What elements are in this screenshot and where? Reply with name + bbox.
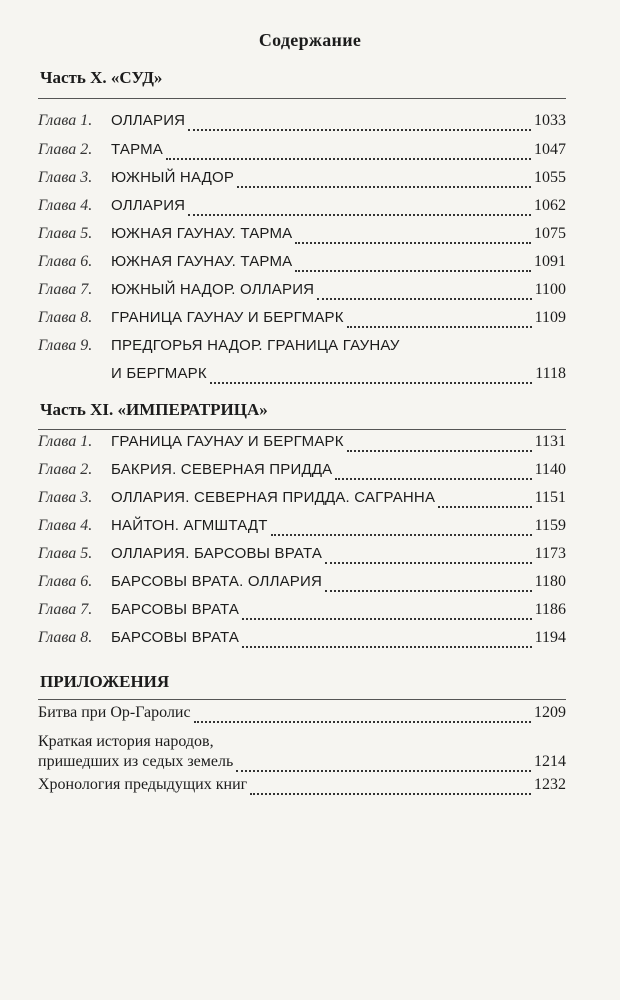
dot-leader [250, 792, 531, 795]
toc-entry[interactable] [38, 225, 566, 251]
dot-leader [317, 297, 531, 300]
chapter-title: ОЛЛАРИЯ [111, 197, 186, 214]
page-number: 1140 [534, 461, 566, 478]
page-number: 1180 [534, 573, 566, 590]
chapter-number: Глава 3. [38, 489, 93, 506]
chapter-title: БАРСОВЫ ВРАТА [111, 601, 240, 618]
chapter-number: Глава 7. [38, 601, 93, 618]
chapter-number: Глава 5. [38, 225, 93, 242]
dot-leader [295, 241, 531, 244]
appendix-entry[interactable] [38, 776, 566, 802]
chapter-title: ПРЕДГОРЬЯ НАДОР. ГРАНИЦА ГАУНАУ [111, 337, 400, 354]
toc-entry[interactable] [38, 433, 566, 459]
appendix-entry[interactable] [38, 704, 566, 730]
appendix-item-title: пришедших из седых земель [38, 753, 234, 770]
dot-leader [347, 449, 532, 452]
dot-leader [236, 769, 531, 772]
chapter-title: ЮЖНЫЙ НАДОР [111, 169, 235, 186]
chapter-title: ЮЖНЫЙ НАДОР. ОЛЛАРИЯ [111, 281, 315, 298]
page-number: 1214 [534, 753, 566, 770]
appendix-item-title: Хронология предыдущих книг [38, 776, 248, 793]
chapter-title: ГРАНИЦА ГАУНАУ И БЕРГМАРК [111, 433, 344, 450]
chapter-number: Глава 6. [38, 573, 93, 590]
part-title: Часть X. «СУД» [40, 68, 163, 87]
chapter-title: ОЛЛАРИЯ [111, 112, 186, 129]
chapter-number: Глава 2. [38, 141, 93, 158]
toc-entry[interactable] [38, 141, 566, 167]
toc-entry[interactable] [38, 253, 566, 279]
toc-entry[interactable] [38, 281, 566, 307]
page-number: 1033 [534, 112, 566, 129]
page-number: 1151 [534, 489, 566, 506]
page-number: 1118 [535, 365, 566, 382]
dot-leader [242, 645, 532, 648]
toc-entry-continued[interactable] [111, 365, 566, 391]
chapter-title: НАЙТОН. АГМШТАДТ [111, 517, 268, 534]
page-number: 1232 [534, 776, 566, 793]
chapter-number: Глава 6. [38, 253, 93, 270]
part-rule [38, 98, 566, 99]
page-number: 1159 [534, 517, 566, 534]
toc-entry[interactable] [38, 545, 566, 571]
toc-entry[interactable] [38, 197, 566, 223]
chapter-title: ОЛЛАРИЯ. СЕВЕРНАЯ ПРИДДА. САГРАННА [111, 489, 436, 506]
chapter-number: Глава 2. [38, 461, 93, 478]
chapter-number: Глава 7. [38, 281, 93, 298]
chapter-title: БАКРИЯ. СЕВЕРНАЯ ПРИДДА [111, 461, 333, 478]
page-number: 1173 [534, 545, 566, 562]
toc-entry[interactable] [38, 169, 566, 195]
chapter-number: Глава 8. [38, 629, 93, 646]
dot-leader [325, 561, 532, 564]
dot-leader [438, 505, 531, 508]
toc-entry[interactable] [38, 309, 566, 335]
page-number: 1055 [534, 169, 566, 186]
page-number: 1186 [534, 601, 566, 618]
dot-leader [242, 617, 532, 620]
chapter-number: Глава 1. [38, 433, 93, 450]
toc-entry[interactable] [38, 461, 566, 487]
page-number: 1194 [534, 629, 566, 646]
chapter-number: Глава 5. [38, 545, 93, 562]
appendix-item-title-line1: Краткая история народов, [38, 733, 214, 750]
chapter-number: Глава 4. [38, 517, 93, 534]
part-title: Часть XI. «ИМПЕРАТРИЦА» [40, 400, 268, 419]
chapter-title: БАРСОВЫ ВРАТА [111, 629, 240, 646]
toc-entry[interactable] [38, 573, 566, 599]
chapter-title: ЮЖНАЯ ГАУНАУ. ТАРМА [111, 225, 293, 242]
page-number: 1209 [534, 704, 566, 721]
chapter-number: Глава 4. [38, 197, 93, 214]
part-rule [38, 429, 566, 430]
toc-entry[interactable] [38, 601, 566, 627]
chapter-title: БАРСОВЫ ВРАТА. ОЛЛАРИЯ [111, 573, 323, 590]
dot-leader [271, 533, 532, 536]
page-number: 1131 [534, 433, 566, 450]
dot-leader [210, 381, 532, 384]
chapter-title: ЮЖНАЯ ГАУНАУ. ТАРМА [111, 253, 293, 270]
toc-entry[interactable] [38, 629, 566, 655]
page-number: 1109 [534, 309, 566, 326]
dot-leader [325, 589, 532, 592]
dot-leader [295, 269, 531, 272]
appendix-item-title: Битва при Ор-Гаролис [38, 704, 191, 721]
dot-leader [347, 325, 532, 328]
page-number: 1075 [534, 225, 566, 242]
chapter-number: Глава 9. [38, 337, 93, 354]
dot-leader [194, 720, 531, 723]
dot-leader [188, 128, 531, 131]
dot-leader [335, 477, 531, 480]
chapter-title: ТАРМА [111, 141, 164, 158]
page-number: 1100 [534, 281, 566, 298]
appendix-title: ПРИЛОЖЕНИЯ [40, 672, 170, 691]
page-title: Содержание [258, 30, 362, 50]
toc-entry[interactable] [38, 489, 566, 515]
toc-entry[interactable] [38, 337, 566, 363]
dot-leader [166, 157, 531, 160]
toc-entry[interactable] [38, 112, 566, 138]
dot-leader [188, 213, 531, 216]
page-number: 1062 [534, 197, 566, 214]
chapter-number: Глава 3. [38, 169, 93, 186]
chapter-title: ОЛЛАРИЯ. БАРСОВЫ ВРАТА [111, 545, 323, 562]
chapter-title-continued: И БЕРГМАРК [111, 365, 207, 382]
page-number: 1091 [534, 253, 566, 270]
dot-leader [237, 185, 531, 188]
page-number: 1047 [534, 141, 566, 158]
chapter-title: ГРАНИЦА ГАУНАУ И БЕРГМАРК [111, 309, 344, 326]
chapter-number: Глава 8. [38, 309, 93, 326]
chapter-number: Глава 1. [38, 112, 93, 129]
part-rule [38, 699, 566, 700]
toc-entry[interactable] [38, 517, 566, 543]
